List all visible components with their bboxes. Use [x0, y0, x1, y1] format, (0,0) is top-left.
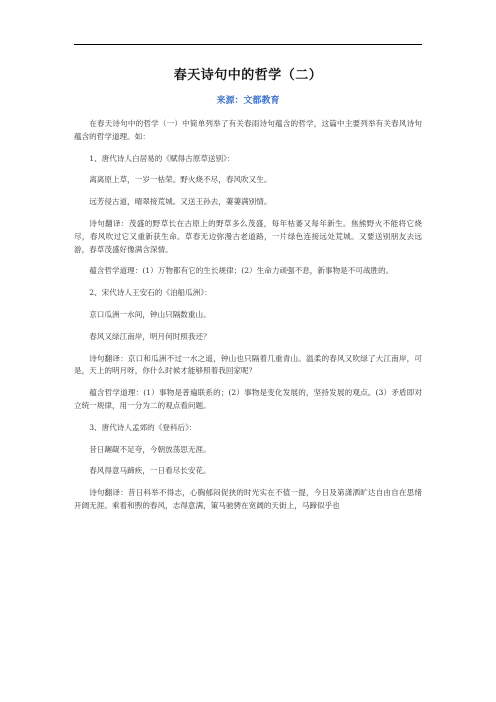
poem-2-philosophy: 蕴含哲学道理：(1）事物是普遍联系的；(2）事物是变化发展的，坚持发展的观点。(3）矛盾即对立统一规律，用一分为二的观点看问题。 [74, 388, 422, 410]
poem-1-line-1: 离离原上草，一岁一枯荣。野火烧不尽，春风吹又生。 [89, 175, 272, 185]
article-title: 春天诗句中的哲学（二） [173, 68, 323, 83]
article-body [74, 118, 422, 522]
header-rule [74, 44, 422, 45]
poem-2-line-2: 春风又绿江南岸，明月何时照我还？ [89, 331, 211, 341]
article-source: 来源：文都教育 [216, 96, 280, 106]
poem-1-translation: 诗句翻译：茂盛的野草长在古原上的野草多么茂盛，每年枯萎又每年新生。焦熊野火不能将它烧尽，春风吹过它又重新获生命。草春无边弥漫古老道路，一片绿色连接远处荒城。又要送别朋友去远游，春草茂盛好像满含深情。 [74, 218, 422, 254]
poem-2-line-1: 京口瓜洲一水间，钟山只隔数重山。 [89, 309, 211, 319]
poem-1-philosophy: 蕴含哲学道理：(1）万物都有它的生长规律；(2）生命力顽强不息，新事物是不可战胜的。 [89, 266, 394, 276]
poem-3-heading: 3、唐代诗人孟郊的《登科后》： [89, 422, 197, 432]
poem-3-translation: 诗句翻译：昔日科举不得志，心胸郁闷促狭的时光实在不值一提，今日及第潇洒旷达自由自在思绪开阔无涯。乘着和煦的春风，志得意满，策马驰骋在宽阔的天街上，马蹄似乎也 [74, 488, 422, 510]
poem-1-line-2: 远芳侵古道，晴翠接荒城。又送王孙去，萋萋满别情。 [89, 197, 272, 207]
poem-3-line-2: 春风得意马蹄疾，一日看尽长安花。 [89, 466, 211, 476]
poem-1-heading: 1、唐代诗人白居易的《赋得古原草送别》： [89, 153, 235, 163]
intro-paragraph: 在春天诗句中的哲学（一）中简单列举了有关春雨诗句蕴含的哲学，这篇中主要列举有关春风诗句蕴含的哲学道理。如： [74, 119, 422, 141]
poem-2-translation: 诗句翻译：京口和瓜洲不过一水之遥，钟山也只隔着几重青山。温柔的春风又吹绿了大江南岸，可是，天上的明月呀，你什么时候才能够照着我回家呢？ [74, 353, 422, 376]
poem-3-line-1: 昔日龌龊不足夸，今朝放荡思无涯。 [89, 444, 211, 454]
poem-2-heading: 2、宋代诗人王安石的《泊船瓜洲》： [89, 288, 212, 298]
